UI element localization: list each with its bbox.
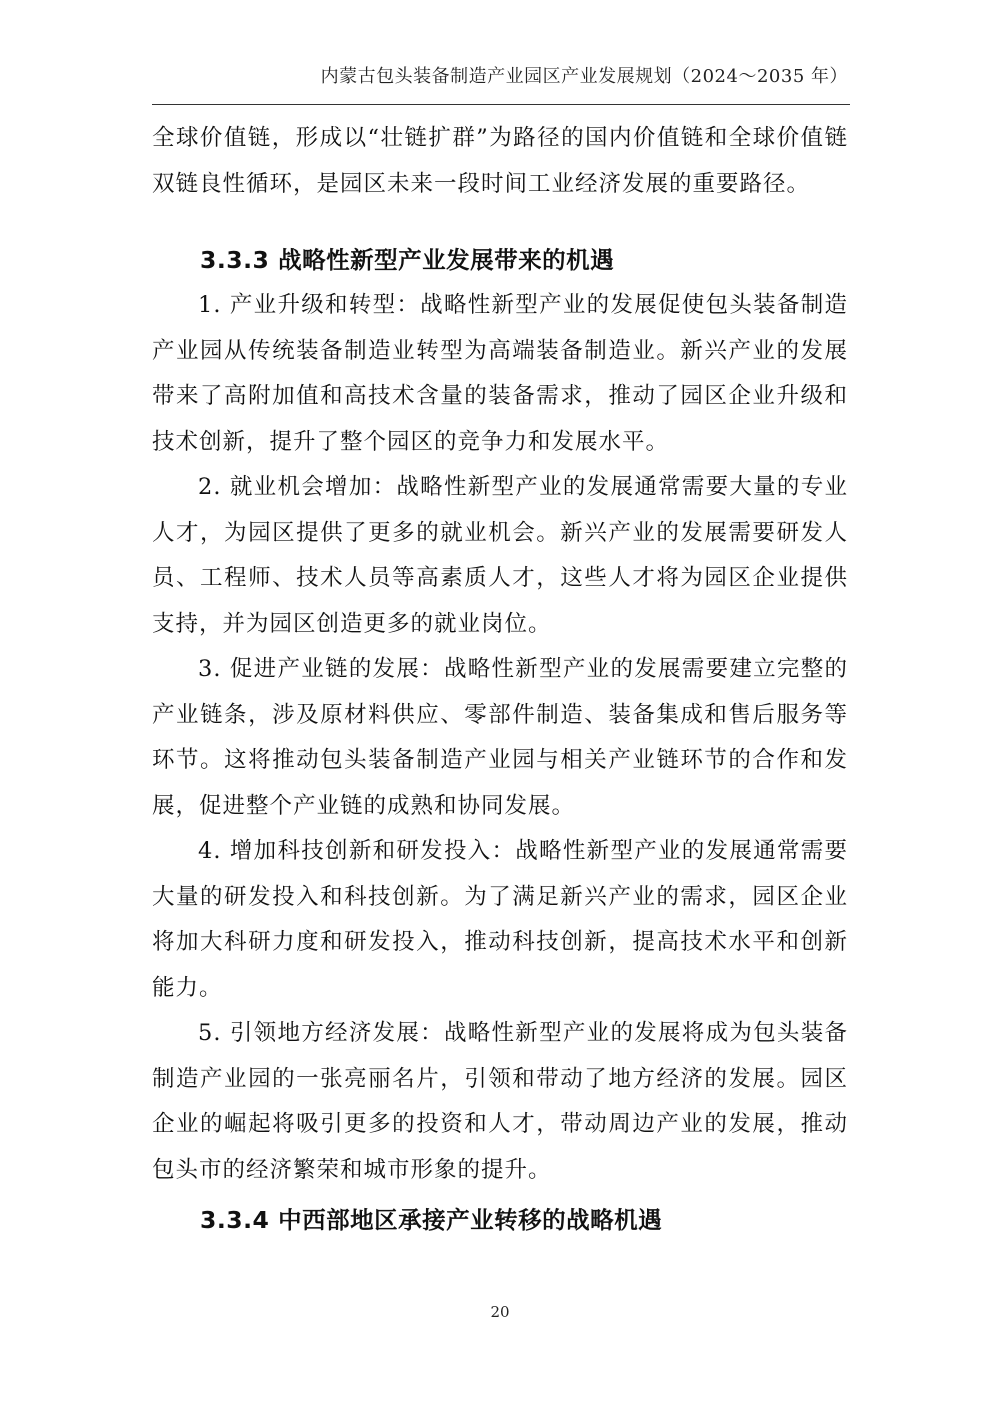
list-paragraph-1: 1. 产业升级和转型：战略性新型产业的发展促使包头装备制造产业园从传统装备制造业转型为高端装备制造业。新兴产业的发展带来了高附加值和高技术含量的装备需求，推动了园区企业升级和技术创新，提升了整个园区的竞争力和发展水平。 — [152, 292, 848, 455]
page-body — [152, 116, 848, 1243]
list-paragraph-3: 3. 促进产业链的发展：战略性新型产业的发展需要建立完整的产业链条，涉及原材料供应、零部件制造、装备集成和售后服务等环节。这将推动包头装备制造产业园与相关产业链环节的合作和发展，促进整个产业链的成熟和协同发展。 — [152, 656, 848, 819]
section-heading-3-3-3: 3.3.3 战略性新型产业发展带来的机遇 — [200, 246, 615, 274]
header-divider — [152, 104, 850, 105]
running-header: 内蒙古包头装备制造产业园区产业发展规划（2024～2035 年） — [320, 66, 848, 87]
list-paragraph-5: 5. 引领地方经济发展：战略性新型产业的发展将成为包头装备制造产业园的一张亮丽名片，引领和带动了地方经济的发展。园区企业的崛起将吸引更多的投资和人才，带动周边产业的发展，推动包头市的经济繁荣和城市形象的提升。 — [152, 1020, 848, 1183]
list-paragraph-2: 2. 就业机会增加：战略性新型产业的发展通常需要大量的专业人才，为园区提供了更多的就业机会。新兴产业的发展需要研发人员、工程师、技术人员等高素质人才，这些人才将为园区企业提供支持，并为园区创造更多的就业岗位。 — [152, 474, 848, 637]
page-number: 20 — [490, 1303, 510, 1321]
intro-continuation-paragraph: 全球价值链，形成以“壮链扩群”为路径的国内价值链和全球价值链双链良性循环，是园区未来一段时间工业经济发展的重要路径。 — [152, 125, 848, 197]
list-paragraph-4: 4. 增加科技创新和研发投入：战略性新型产业的发展通常需要大量的研发投入和科技创新。为了满足新兴产业的需求，园区企业将加大科研力度和研发投入，推动科技创新，提高技术水平和创新能力。 — [152, 838, 848, 1001]
section-spacer — [152, 207, 848, 237]
section-heading-3-3-4: 3.3.4 中西部地区承接产业转移的战略机遇 — [200, 1206, 663, 1234]
